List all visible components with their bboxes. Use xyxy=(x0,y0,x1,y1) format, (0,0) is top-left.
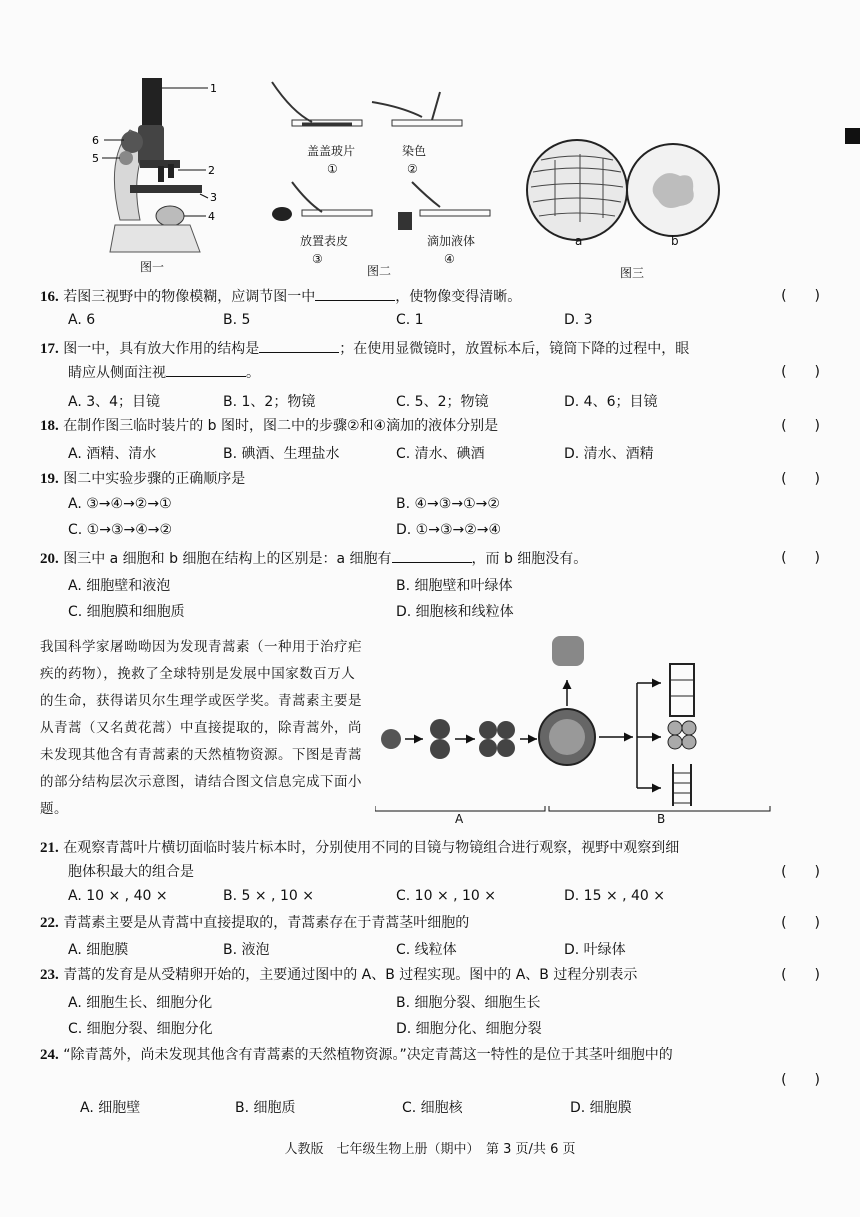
options-24 xyxy=(40,1097,800,1119)
question-16: 16. 若图三视野中的物像模糊，应调节图一中 ，使物像变得清晰。 ( ) xyxy=(40,288,820,305)
answer-paren[interactable]: ( ) xyxy=(781,288,820,304)
answer-paren[interactable]: ( ) xyxy=(781,364,820,380)
option-a[interactable]: A. 3、4；目镜 xyxy=(68,394,161,410)
question-23: 23. 青蒿的发育是从受精卵开始的，主要通过图中的 A、B 过程实现。图中的 A、B 过程分别表示 ( ) xyxy=(40,967,820,983)
question-21-line2: 胞体积最大的组合是 ( ) xyxy=(68,864,820,880)
option-a[interactable]: A. 细胞壁和液泡 xyxy=(68,578,171,594)
answer-blank[interactable] xyxy=(259,338,339,353)
options-18 xyxy=(40,443,800,465)
options-23-row1 xyxy=(40,992,800,1014)
option-c[interactable]: C. 细胞膜和细胞质 xyxy=(68,604,185,620)
edge-mark xyxy=(845,128,860,144)
option-d[interactable]: D. 清水、酒精 xyxy=(564,446,654,462)
answer-paren[interactable]: ( ) xyxy=(781,915,820,931)
option-d[interactable]: D. 叶绿体 xyxy=(564,942,626,958)
option-c[interactable]: C. 细胞分裂、细胞分化 xyxy=(68,1021,213,1037)
question-17-line2: 睛应从侧面注视 。 ( ) xyxy=(68,364,820,381)
options-21 xyxy=(40,888,800,910)
step-3-label: 放置表皮 xyxy=(300,234,349,248)
step-2-number: ② xyxy=(407,162,418,176)
process-b-label: B xyxy=(657,812,666,826)
fields-drawing xyxy=(525,132,725,247)
option-c[interactable]: C. 1 xyxy=(396,312,424,328)
page-footer: 人教版 七年级生物上册（期中） 第 3 页/共 6 页 xyxy=(284,1142,576,1157)
figure-slide-steps xyxy=(262,72,492,277)
option-c[interactable]: C. 10 × , 10 × xyxy=(396,888,497,904)
step-3-number: ③ xyxy=(312,252,323,266)
option-b[interactable]: B. 细胞质 xyxy=(235,1100,296,1116)
option-c[interactable]: C. 线粒体 xyxy=(396,942,457,958)
step-1-label: 盖盖玻片 xyxy=(307,144,356,158)
option-b[interactable]: B. 5 xyxy=(223,312,251,328)
reading-passage: 我国科学家屠呦呦因为发现青蒿素（一种用于治疗疟疾的药物），挽救了全球特别是发展中国家数百万人的生命，获得诺贝尔生理学或医学奖。青蒿素主要是从青蒿（又名黄花蒿）中直接提取的，除青蒿外，尚未发现其他含有青蒿素的天然植物资源。下图是青蒿的部分结构层次示意图，请结合图文信息完成下面小题。 xyxy=(40,639,362,817)
fig1-label-3: 3 xyxy=(210,191,217,204)
options-20-row2 xyxy=(40,601,800,623)
answer-paren[interactable]: ( ) xyxy=(781,550,820,566)
fig3-caption: 图三 xyxy=(620,266,645,280)
question-17: 17. 图一中，具有放大作用的结构是 ；在使用显微镜时，放置标本后，镜筒下降的过程中，眼 xyxy=(40,338,820,359)
options-23-row2 xyxy=(40,1018,800,1040)
option-c[interactable]: C. 5、2；物镜 xyxy=(396,394,489,410)
option-a[interactable]: A. ③→④→②→① xyxy=(68,496,172,512)
fig1-caption: 图一 xyxy=(140,260,165,274)
option-c[interactable]: C. 清水、碘酒 xyxy=(396,446,485,462)
question-24: 24. “除青蒿外，尚未发现其他含有青蒿素的天然植物资源。”决定青蒿这一特性的是位于其茎叶细胞中的 xyxy=(40,1047,673,1063)
options-17 xyxy=(40,391,800,413)
options-19-row2 xyxy=(40,522,800,544)
option-a[interactable]: A. 细胞膜 xyxy=(68,942,129,958)
answer-paren[interactable]: ( ) xyxy=(781,1072,820,1088)
option-b[interactable]: B. ④→③→①→② xyxy=(396,496,500,512)
option-b[interactable]: B. 液泡 xyxy=(223,942,270,958)
option-b[interactable]: B. 细胞分裂、细胞生长 xyxy=(396,995,541,1011)
question-20: 20. 图三中 a 细胞和 b 细胞在结构上的区别是：a 细胞有 ，而 b 细胞没有。 ( ) xyxy=(40,550,820,567)
option-b[interactable]: B. 细胞壁和叶绿体 xyxy=(396,578,513,594)
fig1-label-6: 6 xyxy=(92,134,99,147)
answer-paren[interactable]: ( ) xyxy=(781,967,820,983)
fig1-label-2: 2 xyxy=(208,164,215,177)
option-d[interactable]: D. 15 × , 40 × xyxy=(564,888,666,904)
option-a[interactable]: A. 细胞壁 xyxy=(80,1100,141,1116)
options-22 xyxy=(40,939,800,961)
microscope-drawing xyxy=(80,70,240,275)
fig2-caption: 图二 xyxy=(367,264,392,278)
question-19: 19. 图二中实验步骤的正确顺序是 ( ) xyxy=(40,471,820,487)
answer-paren[interactable]: ( ) xyxy=(781,864,820,880)
step-4-number: ④ xyxy=(444,252,455,266)
answer-paren[interactable]: ( ) xyxy=(781,471,820,487)
option-a[interactable]: A. 细胞生长、细胞分化 xyxy=(68,995,213,1011)
answer-blank[interactable] xyxy=(315,286,395,301)
options-16 xyxy=(40,312,800,334)
option-d[interactable]: D. 细胞核和线粒体 xyxy=(396,604,514,620)
fig1-label-4: 4 xyxy=(208,210,215,223)
step-1-number: ① xyxy=(327,162,338,176)
fig1-label-5: 5 xyxy=(92,152,99,165)
option-a[interactable]: A. 10 × , 40 × xyxy=(68,888,168,904)
fig3-label-a: a xyxy=(575,234,583,248)
question-21: 21. 在观察青蒿叶片横切面临时装片标本时，分别使用不同的目镜与物镜组合进行观察，视野中观察到细 xyxy=(40,840,680,856)
structure-levels-drawing xyxy=(375,628,775,833)
option-b[interactable]: B. 5 × , 10 × xyxy=(223,888,314,904)
option-b[interactable]: B. 1、2；物镜 xyxy=(223,394,316,410)
structure-levels-diagram xyxy=(375,628,775,833)
option-d[interactable]: D. 细胞膜 xyxy=(570,1100,632,1116)
option-a[interactable]: A. 6 xyxy=(68,312,96,328)
option-d[interactable]: D. 3 xyxy=(564,312,593,328)
figure-microscope-fields xyxy=(525,132,725,282)
question-22: 22. 青蒿素主要是从青蒿中直接提取的，青蒿素存在于青蒿茎叶细胞的 ( ) xyxy=(40,915,820,931)
step-4-label: 滴加液体 xyxy=(427,234,476,248)
option-c[interactable]: C. 细胞核 xyxy=(402,1100,463,1116)
answer-paren[interactable]: ( ) xyxy=(781,418,820,434)
options-19-row1 xyxy=(40,496,800,518)
option-b[interactable]: B. 碘酒、生理盐水 xyxy=(223,446,340,462)
answer-blank[interactable] xyxy=(166,362,246,377)
option-d[interactable]: D. ①→③→②→④ xyxy=(396,522,502,538)
option-c[interactable]: C. ①→③→④→② xyxy=(68,522,173,538)
options-20-row1 xyxy=(40,575,800,597)
step-2-label: 染色 xyxy=(402,144,427,158)
option-d[interactable]: D. 4、6；目镜 xyxy=(564,394,658,410)
answer-blank[interactable] xyxy=(392,548,472,563)
question-18: 18. 在制作图三临时装片的 b 图时，图二中的步骤②和④滴加的液体分别是 ( ) xyxy=(40,418,820,434)
fig1-label-1: 1 xyxy=(210,82,217,95)
figure-microscope xyxy=(80,70,240,275)
fig3-label-b: b xyxy=(671,234,679,248)
process-a-label: A xyxy=(455,812,464,826)
option-a[interactable]: A. 酒精、清水 xyxy=(68,446,157,462)
option-d[interactable]: D. 细胞分化、细胞分裂 xyxy=(396,1021,542,1037)
